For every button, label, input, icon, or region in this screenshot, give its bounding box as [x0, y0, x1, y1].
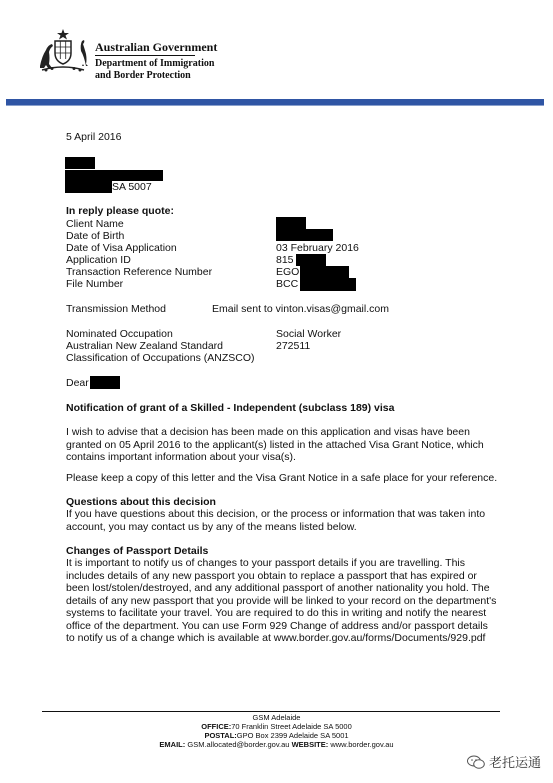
paragraph-line: contains important information about your visa(s).: [66, 451, 296, 463]
watermark: [467, 752, 541, 771]
department-name: [95, 58, 214, 82]
paragraph-line: account, you may contact us by any of the means listed below.: [66, 520, 357, 533]
footer-postal-address: GPO Box 2399 Adelaide SA 5001: [236, 731, 349, 740]
field-label-file-number: File Number: [66, 278, 124, 290]
footer-contact-line: [0, 740, 553, 749]
field-label-date-of-birth: Date of Birth: [66, 230, 125, 242]
paragraph-grant-notice: [66, 426, 484, 464]
paragraph-line: If you have questions about this decision, or the process or information that was taken into: [66, 508, 486, 520]
redacted-recipient-name: [90, 376, 120, 389]
paragraph-line: details of any new passport that you provide will be linked to your record on the department's: [66, 594, 497, 607]
paragraph-line: It is important to notify us of changes to your passport details if you are travelling. This: [66, 557, 466, 569]
letter-date: 5 April 2016: [66, 131, 122, 143]
redacted-address-line-3: [65, 181, 112, 193]
letter-subject: Notification of grant of a Skilled - Independent (subclass 189) visa: [66, 402, 395, 414]
footer-postal-line: [0, 731, 553, 740]
paragraph-line: to notify us of a change which is available at www.border.gov.au/forms/Documents/929.pdf: [66, 632, 486, 644]
field-value-visa-application-date: 03 February 2016: [276, 242, 359, 254]
paragraph-line: office of the department. You can use Form 929 Change of address and/or passport details: [66, 619, 488, 632]
anzsco-label-line-2: Classification of Occupations (ANZSCO): [66, 352, 255, 364]
anzsco-label-line-1: Australian New Zealand Standard: [66, 340, 224, 352]
questions-heading: Questions about this decision: [66, 496, 216, 508]
field-label-client-name: Client Name: [66, 218, 124, 230]
paragraph-line: been lost/stolen/destroyed, and any additional passport of another nationality you hold. The: [66, 582, 490, 594]
footer-office-name: GSM Adelaide: [252, 713, 301, 722]
occupation-value: Social Worker: [276, 328, 342, 340]
reply-quote-heading: In reply please quote:: [66, 205, 174, 217]
coat-of-arms-icon: [36, 28, 90, 74]
field-label-visa-application-date: Date of Visa Application: [66, 242, 177, 254]
paragraph-keep-copy: Please keep a copy of this letter and the Visa Grant Notice in a safe place for your reference.: [66, 472, 498, 484]
redacted-transaction-reference: [300, 266, 349, 278]
paragraph-line: systems to facilitate your travel. You are required to do this in writing and notify the nearest: [66, 607, 487, 619]
footer-office-label: OFFICE:: [201, 722, 232, 731]
government-title: Australian Government: [95, 40, 218, 54]
questions-paragraph: [66, 508, 485, 533]
redacted-address-line-1: [65, 157, 95, 169]
redacted-client-name: [276, 217, 306, 229]
anzsco-code: 272511: [276, 340, 311, 352]
department-line-2: and Border Protection: [95, 70, 191, 81]
footer-website-label: WEBSITE:: [291, 740, 329, 749]
paragraph-line: includes details of any new passport you obtain to replace a passport that has expired or: [66, 569, 477, 582]
field-value-transaction-reference: EGO: [276, 266, 300, 278]
footer-email[interactable]: GSM.allocated@border.gov.au: [187, 740, 290, 749]
wechat-icon: [467, 755, 485, 769]
paragraph-line: granted on 05 April 2016 to the applicant(s) listed in the attached Visa Grant Notice, which: [66, 438, 484, 451]
field-label-transaction-reference: Transaction Reference Number: [66, 266, 213, 278]
passport-paragraph: [66, 557, 496, 645]
transmission-value: Email sent to vinton.visas@gmail.com: [212, 303, 389, 315]
redacted-date-of-birth: [276, 229, 333, 241]
footer-office-address: 70 Franklin Street Adelaide SA 5000: [231, 722, 352, 731]
redacted-address-line-2: [65, 170, 163, 181]
header-band-underline: [6, 105, 544, 106]
paragraph-line: I wish to advise that a decision has been made on this application and visas have been: [66, 426, 470, 438]
footer-website[interactable]: www.border.gov.au: [330, 740, 394, 749]
address-postcode: SA 5007: [112, 181, 152, 193]
footer-office-line: [0, 722, 553, 731]
department-line-1: Department of Immigration: [95, 58, 215, 69]
redacted-application-id: [296, 254, 326, 266]
salutation: Dear: [66, 377, 89, 389]
transmission-label: Transmission Method: [66, 303, 166, 315]
watermark-text: 老托运通: [488, 755, 541, 770]
footer-divider: [42, 711, 500, 712]
redacted-file-number: [300, 278, 356, 291]
field-value-file-number: BCC: [276, 278, 299, 290]
field-label-application-id: Application ID: [66, 254, 131, 266]
passport-heading: Changes of Passport Details: [66, 545, 209, 557]
footer-postal-label: POSTAL:: [204, 731, 237, 740]
occupation-label: Nominated Occupation: [66, 328, 173, 340]
letterhead-divider: [95, 55, 195, 56]
footer-email-label: EMAIL:: [159, 740, 186, 749]
field-value-application-id: 815: [276, 254, 294, 266]
